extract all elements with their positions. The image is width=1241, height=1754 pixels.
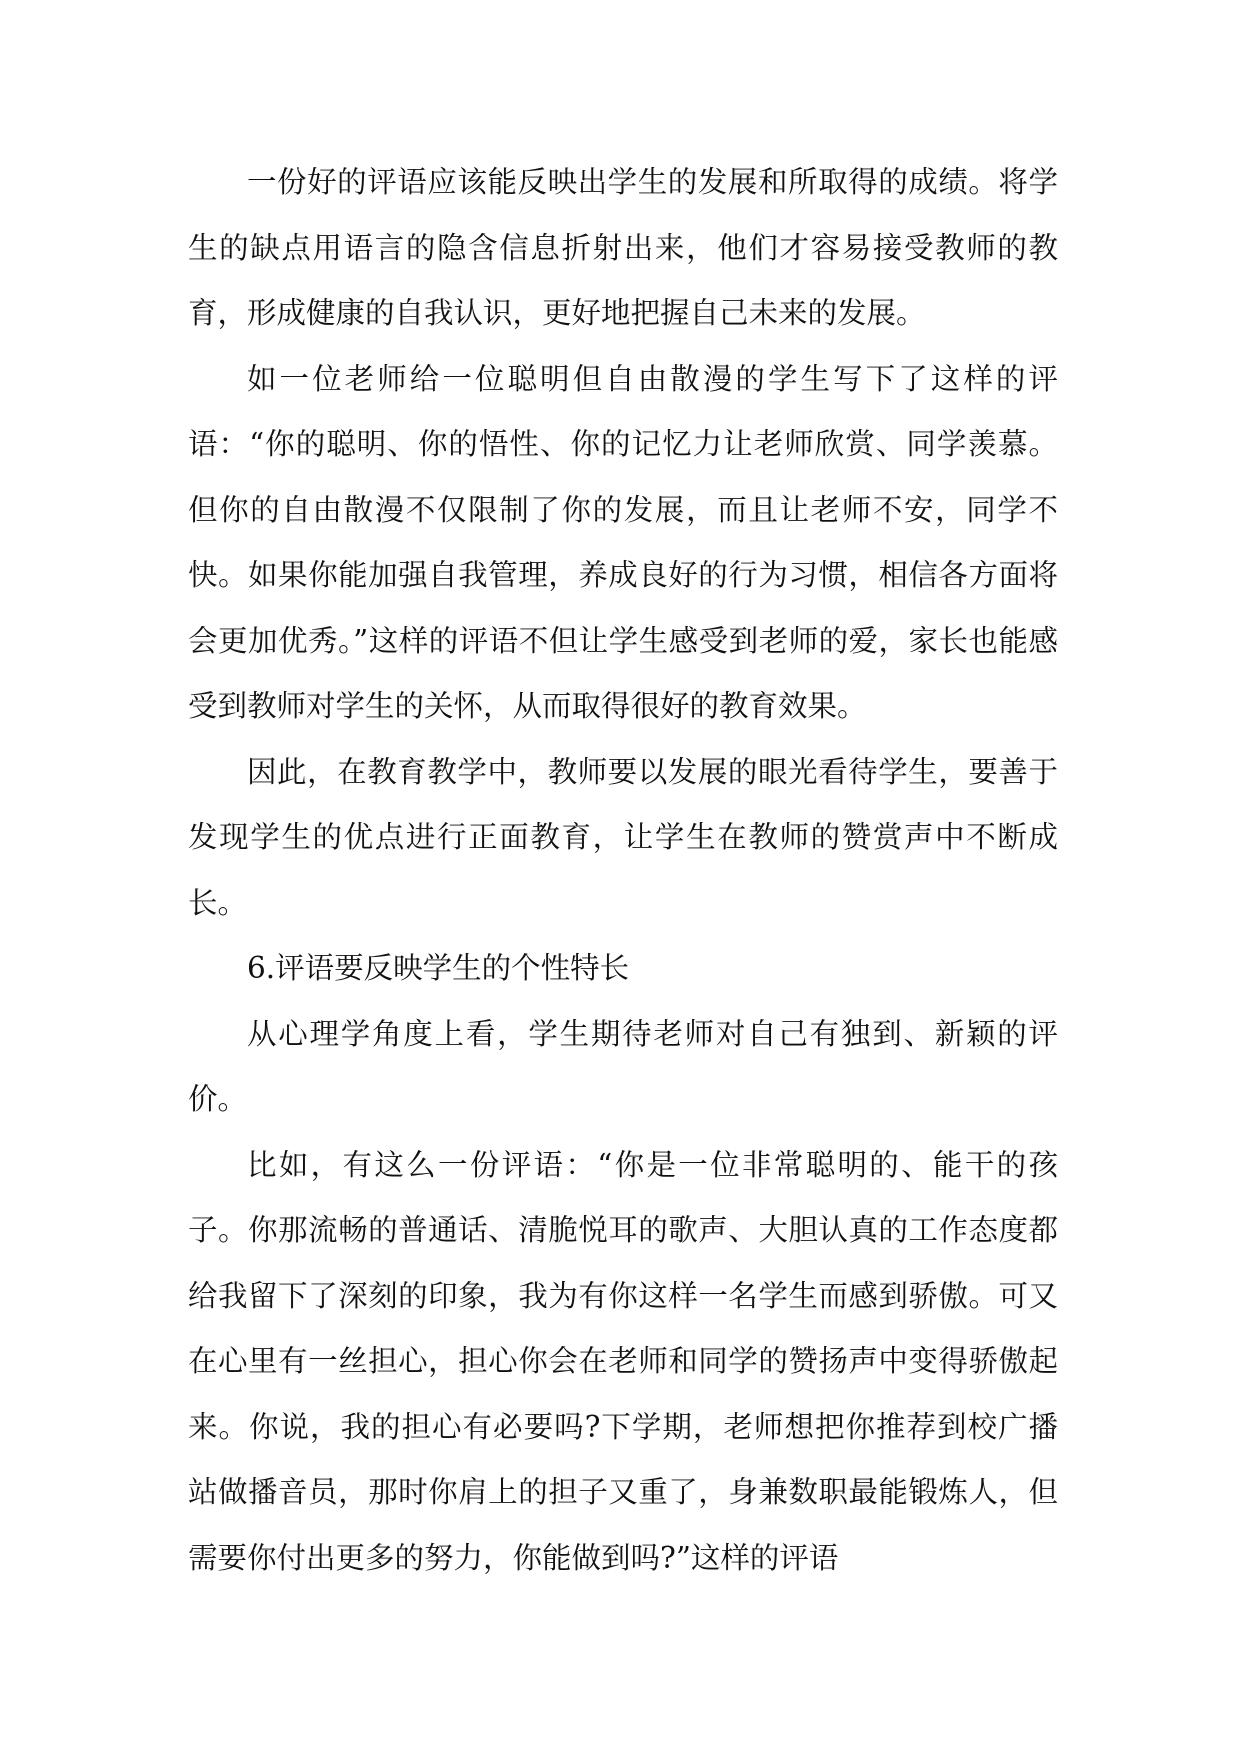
document-page — [188, 150, 1058, 1591]
paragraph-3: 因此，在教育教学中，教师要以发展的眼光看待学生，要善于发现学生的优点进行正面教育，让学生在教师的赞赏声中不断成长。 — [188, 754, 1058, 920]
paragraph-2: 如一位老师给一位聪明但自由散漫的学生写下了这样的评语：“你的聪明、你的悟性、你的记忆力让老师欣赏、同学羡慕。但你的自由散漫不仅限制了你的发展，而且让老师不安，同学不快。如果你能加强自我管理，养成良好的行为习惯，相信各方面将会更加优秀。”这样的评语不但让学生感受到老师的爱，家长也能感受到教师对学生的关怀，从而取得很好的教育效果。 — [188, 361, 1058, 723]
paragraph-1: 一份好的评语应该能反映出学生的发展和所取得的成绩。将学生的缺点用语言的隐含信息折射出来，他们才容易接受教师的教育，形成健康的自我认识，更好地把握自己未来的发展。 — [188, 165, 1058, 330]
paragraph-6: 比如，有这么一份评语：“你是一位非常聪明的、能干的孩子。你那流畅的普通话、清脆悦耳的歌声、大胆认真的工作态度都给我留下了深刻的印象，我为有你这样一名学生而感到骄傲。可又在心里有一丝担心，担心你会在老师和同学的赞扬声中变得骄傲起来。你说，我的担心有必要吗?下学期，老师想把你推荐到校广播站做播音员，那时你肩上的担子又重了，身兼数职最能锻炼人，但需要你付出更多的努力，你能做到吗?”这样的评语 — [188, 1147, 1058, 1575]
section-heading: 6.评语要反映学生的个性特长 — [247, 951, 630, 985]
paragraph-5: 从心理学角度上看，学生期待老师对自己有独到、新颖的评价。 — [188, 1016, 1058, 1116]
